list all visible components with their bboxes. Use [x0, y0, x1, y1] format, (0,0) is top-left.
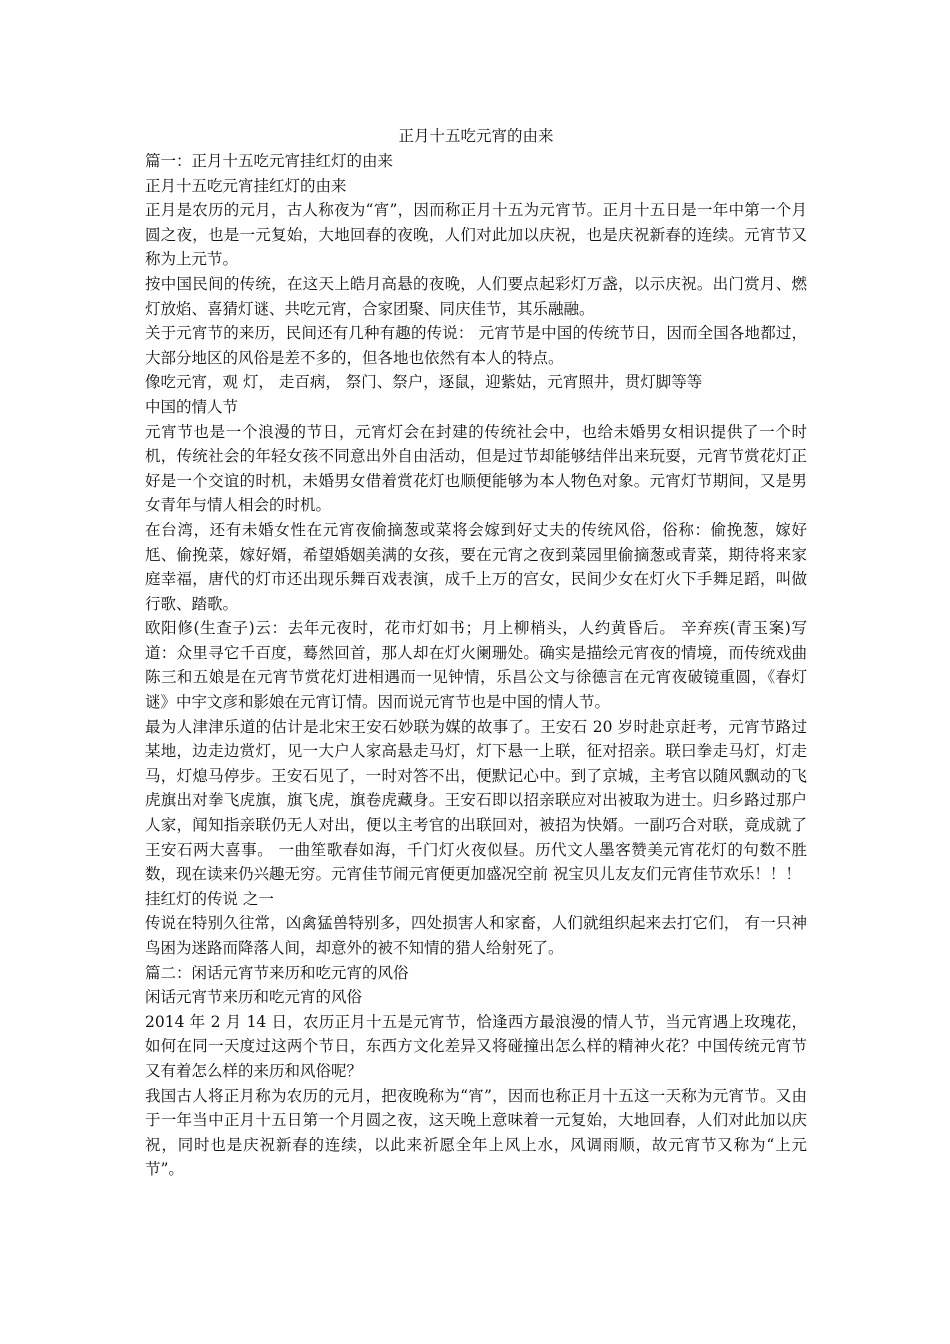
paragraph: 2014 年 2 月 14 日，农历正月十五是元宵节，恰逢西方最浪漫的情人节，当元宵遇上玫瑰花，如何在同一天度过这两个节日，东西方文化差异又将碰撞出怎么样的精神火花？中国传统元宵节又有着怎么样的来历和风俗呢？ — [145, 1012, 807, 1080]
paragraph: 篇二：闲话元宵节来历和吃元宵的风俗 — [145, 963, 409, 982]
paragraph: 传说在特别久往常，凶禽猛兽特别多，四处损害人和家畜，人们就组织起来去打它们， 有一只神鸟困为迷路而降落人间，却意外的被不知情的猎人给射死了。 — [145, 914, 807, 957]
paragraph: 篇一：正月十五吃元宵挂红灯的由来 — [145, 152, 394, 170]
paragraph: 像吃元宵，观 灯， 走百病， 祭门、祭户，逐鼠，迎紫姑，元宵照井，贯灯脚等等 — [145, 373, 703, 392]
paragraph: 闲话元宵节来历和吃元宵的风俗 — [145, 988, 363, 1007]
paragraph: 中国的情人节 — [145, 397, 239, 416]
paragraph: 正月是农历的元月，古人称夜为“宵”，因而称正月十五为元宵节。正月十五日是一年中第一个月圆之夜，也是一元复始，大地回春的夜晚，人们对此加以庆祝，也是庆祝新春的连续。元宵节又称为上元节。 — [145, 201, 807, 269]
paragraph: 在台湾，还有未婚女性在元宵夜偷摘葱或菜将会嫁到好丈夫的传统风俗，俗称：偷挽葱，嫁好尪、偷挽菜，嫁好婿，希望婚姻美满的女孩，要在元宵之夜到菜园里偷摘葱或青菜，期待将来家庭幸福，唐代的灯市还出现乐舞百戏表演，成千上万的宫女，民间少女在灯火下手舞足蹈，叫做行歌、踏歌。 — [145, 520, 807, 613]
paragraph: 关于元宵节的来历，民间还有几种有趣的传说： 元宵节是中国的传统节日，因而全国各地都过，大部分地区的风俗是差不多的，但各地也依然有本人的特点。 — [145, 324, 807, 367]
paragraph: 挂红灯的传说 之一 — [145, 889, 274, 908]
paragraph: 元宵节也是一个浪漫的节日，元宵灯会在封建的传统社会中，也给未婚男女相识提供了一个时机，传统社会的年轻女孩不同意出外自由活动，但是过节却能够结伴出来玩耍，元宵节赏花灯正好是一个交谊的时机，未婚男女借着赏花灯也顺便能够为本人物色对象。元宵灯节期间，又是男女青年与情人相会的时机。 — [145, 422, 807, 515]
document-page — [145, 124, 807, 1182]
paragraph: 按中国民间的传统，在这天上皓月高悬的夜晚，人们要点起彩灯万盏，以示庆祝。出门赏月、燃灯放焰、喜猜灯谜、共吃元宵，合家团聚、同庆佳节，其乐融融。 — [145, 274, 807, 318]
paragraph: 我国古人将正月称为农历的元月，把夜晚称为“宵”，因而也称正月十五这一天称为元宵节。又由于一年当中正月十五日第一个月圆之夜，这天晚上意味着一元复始，大地回春，人们对此加以庆祝，同时也是庆祝新春的连续，以此来祈愿全年上风上水，风调雨顺，故元宵节又称为“上元节”。 — [145, 1086, 807, 1179]
paragraph: 正月十五吃元宵挂红灯的由来 — [145, 176, 347, 195]
document-title: 正月十五吃元宵的由来 — [398, 127, 554, 145]
paragraph: 欧阳修(生查子)云：去年元夜时，花市灯如书；月上柳梢头，人约黄昏后。 辛弃疾(青玉案)写道：众里寻它千百度，蓦然回首，那人却在灯火阑珊处。确实是描绘元宵夜的情境，而传统戏曲陈三和五娘是在元宵节赏花灯进相遇而一见钟情，乐昌公文与徐德言在元宵夜破镜重圆，《春灯谜》中宇文彦和影娘在元宵订情。因而说元宵节也是中国的情人节。 — [145, 619, 807, 712]
paragraph: 最为人津津乐道的估计是北宋王安石妙联为媒的故事了。王安石 20 岁时赴京赶考，元宵节路过某地，边走边赏灯，见一大户人家高悬走马灯，灯下悬一上联，征对招亲。联曰拳走马灯，灯走马，灯熄马停步。王安石见了，一时对答不出，便默记心中。到了京城，主考官以随风飘动的飞虎旗出对拳飞虎旗，旗飞虎，旗卷虎藏身。王安石即以招亲联应对出被取为进士。归乡路过那户人家，闻知指亲联仍无人对出，便以主考官的出联回对，被招为快婿。一副巧合对联，竟成就了王安石两大喜事。 一曲笙歌春如海，千门灯火夜似昼。历代文人墨客赞美元宵花灯的句数不胜数，现在读来仍兴趣无穷。元宵佳节闹元宵便更加盛况空前 祝宝贝儿友友们元宵佳节欢乐！！！ — [145, 717, 807, 884]
